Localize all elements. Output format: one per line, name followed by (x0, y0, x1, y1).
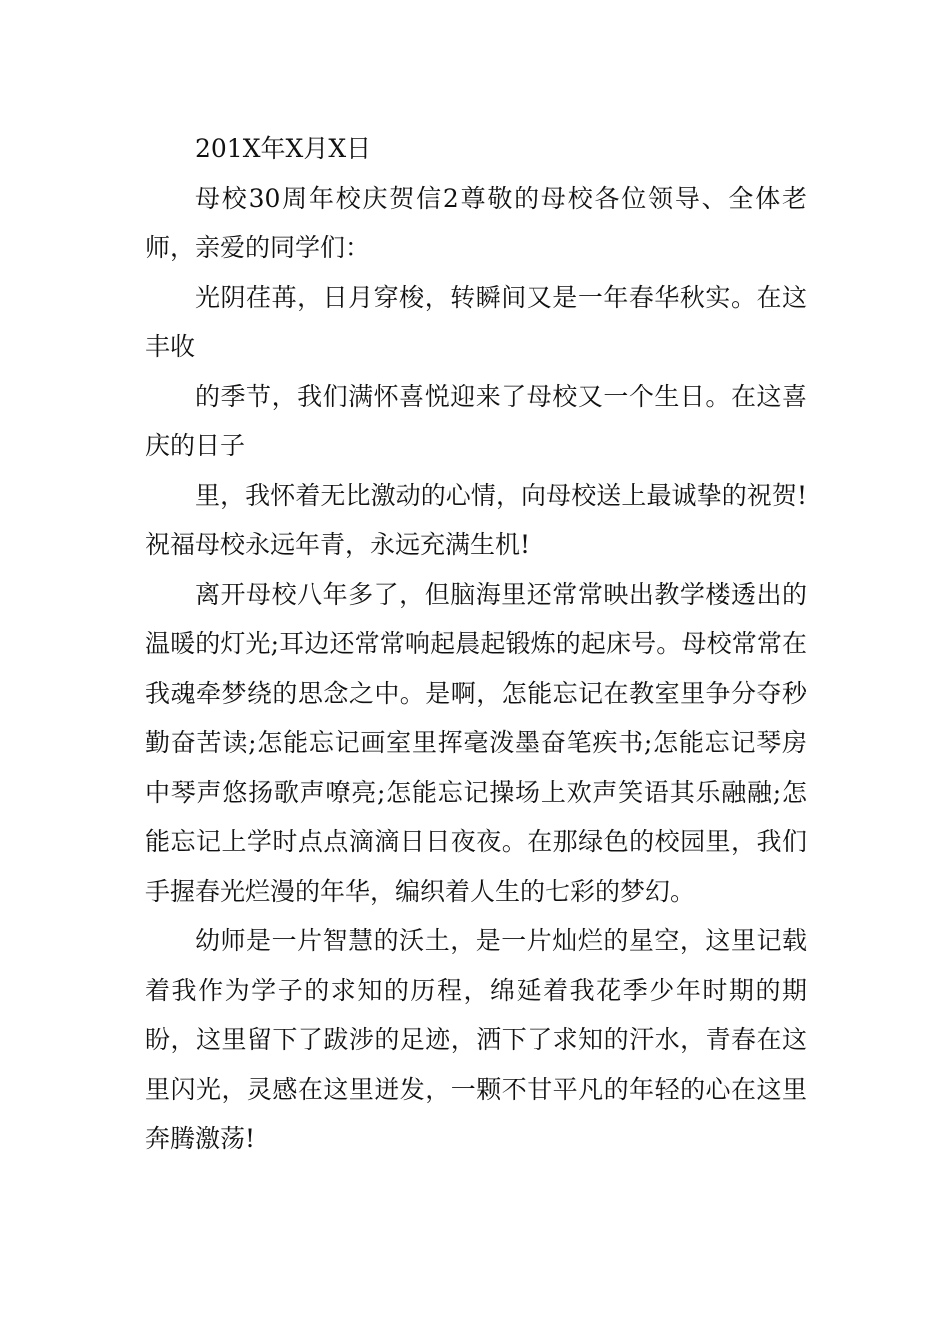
paragraph-3: 里，我怀着无比激动的心情，向母校送上最诚挚的祝贺!祝福母校永远年青，永远充满生机! (145, 480, 807, 559)
paragraph-4: 离开母校八年多了，但脑海里还常常映出教学楼透出的温暖的灯光;耳边还常常响起晨起锻炼的起床号。母校常常在我魂牵梦绕的思念之中。是啊，怎能忘记在教室里争分夺秒勤奋苦读;怎能忘记画室里挥毫泼墨奋笔疾书;怎能忘记琴房中琴声悠扬歌声嘹亮;怎能忘记操场上欢声笑语其乐融融;怎能忘记上学时点点滴滴日日夜夜。在那绿色的校园里，我们手握春光烂漫的年华，编织着人生的七彩的梦幻。 (145, 579, 807, 906)
paragraph-2: 的季节，我们满怀喜悦迎来了母校又一个生日。在这喜庆的日子 (145, 381, 807, 460)
paragraph-1: 光阴荏苒，日月穿梭，转瞬间又是一年春华秋实。在这丰收 (145, 282, 807, 361)
paragraph-greeting: 母校30周年校庆贺信2尊敬的母校各位领导、全体老师，亲爱的同学们： (145, 183, 807, 262)
document-body (145, 124, 807, 1164)
paragraph-5: 幼师是一片智慧的沃土，是一片灿烂的星空，这里记载着我作为学子的求知的历程，绵延着我花季少年时期的期盼，这里留下了跋涉的足迹，洒下了求知的汗水，青春在这里闪光，灵感在这里迸发，一颗不甘平凡的年轻的心在这里奔腾激荡! (145, 926, 807, 1153)
document-date: 201X年X月X日 (195, 134, 372, 163)
